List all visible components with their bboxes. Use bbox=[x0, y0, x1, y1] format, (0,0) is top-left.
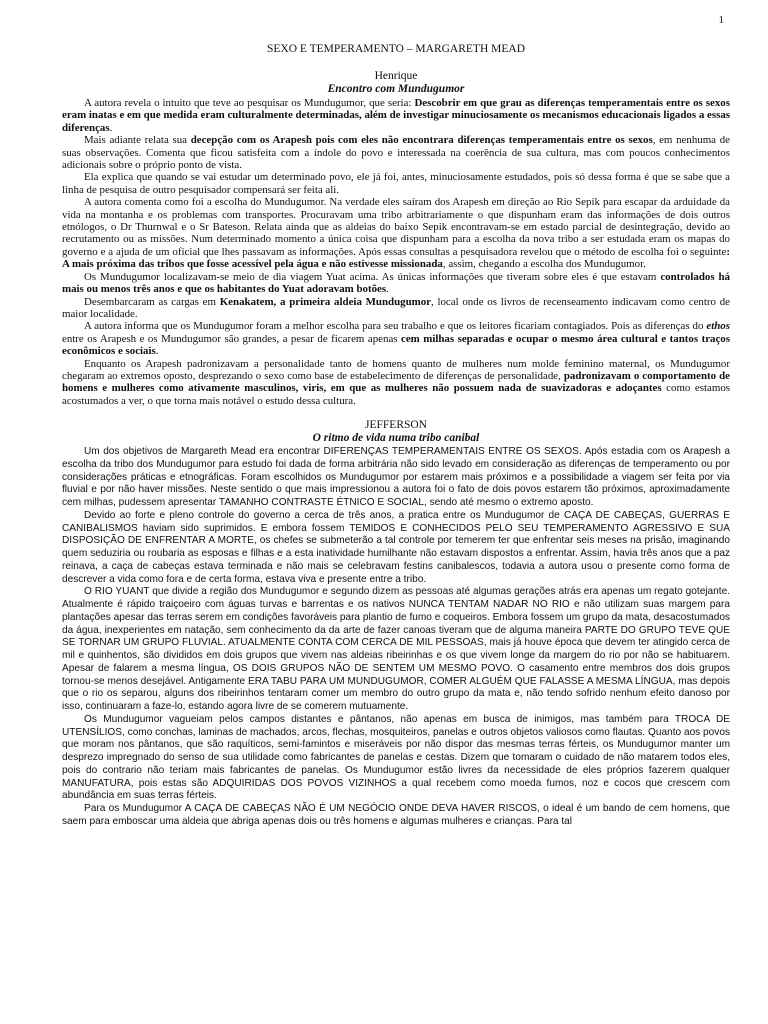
body-text: Devido ao forte e pleno controle do governo a cerca de três anos, a pratica entre os Mundugumor de CAÇA DE CABEÇAS, GUERRAS E CANIBALISMOS haviam sido suprimidos. E embora fossem TEMIDOS E CONHECIDOS PELO SEU TEMPERAMENTO AGRESSIVO E SUA DISPOSIÇÃO DE ENFRENTAR A MORTE, os chefes se submeterão a tal controle por temerem ter que enfrentar seis meses na prisão, imaginando quem seduziria ou roubaria as esposas e filhas e a esta inatividade humilhante não estavam dispostos a enfrentar. Assim, havia três anos que a paz reinava, a caça de cabeças estava terminada e não mais se celebravam festins canibalescos, todavia a autora usou o presente como forma de descrever a vida como fora e de certa forma, estava viva e presente entre a tribo. bbox=[62, 509, 730, 585]
paragraph bbox=[62, 196, 730, 270]
body-text: A autora informa que os Mundugumor foram a melhor escolha para seu trabalho e que os leitores ficariam contagiados. Pois as diferenças do bbox=[84, 320, 707, 333]
body-text: Os Mundugumor vagueiam pelos campos distantes e pântanos, não apenas em busca de inimigos, mas também para TROCA DE UTENSÍLIOS, como conchas, laminas de machados, arcos, flechas, mosquiteiros, panelas e outros objetos valiosos como flautas. Quanto aos povos que moram nos pântanos, que são raquíticos, semi-famintos e miseráveis por não dispor das mesmas terras férteis, os Mundugumor manter um desprezo impregnado do senso de sua utilidade como fabricantes de panelas e cestas. Dizem que tomaram o cuidado de não matarem todos eles, pois do contrario não teriam mais fabricantes de panelas. Os Mundugumor estão livres da necessidade de eles próprios fazerem qualquer MANUFATURA, pois estas são ADQUIRIDAS DOS POVOS VIZINHOS a qual recebem como moeda fumos, noz e cocos que crescem com abundância em suas terras férteis. bbox=[62, 713, 730, 802]
body-text: Um dos objetivos de Margareth Mead era encontrar DIFERENÇAS TEMPERAMENTAIS ENTRE OS SEXOS. Após estadia com os Arapesh a escolha da tribo dos Mundugumor para estudo foi dada de forma arbitrária não sido levado em consideração as diferenças de temperamento ou por considerações práticas e etnográficas. Foram escolhidos os Mundugumor por estarem mais próximos e a possibilidade a viagem ser feita por via fluvial e por não haver missões. Neste sentido o que mais impressionou a autora foi o fato de dois povos estarem tão próximos, aproximadamente cem milhas, pudessem apresentar TAMANHO CONTRASTE ÉTNICO E SOCIAL, sendo até mesmo o extremo aposto. bbox=[62, 446, 730, 509]
paragraph bbox=[62, 358, 730, 408]
paragraph bbox=[62, 171, 730, 196]
paragraph bbox=[62, 586, 730, 714]
emphasis-text: decepção com os Arapesh pois com eles não encontrara diferenças temperamentais entre os sexos bbox=[190, 134, 653, 147]
paragraph bbox=[62, 714, 730, 803]
body-text: , assim, chegando a escolha dos Mundugumor. bbox=[442, 258, 646, 271]
body-text: A autora comenta como foi a escolha do Mundugumor. Na verdade eles saíram dos Arapesh em direção ao Rio Sepik para escapar da arduidade da vida na montanha e os problemas com transportes. Procuravam uma tribo arbitrariamente o que dispunham eram das informações de dois outros etnólogos, o Dr Thurnwal e o Sr Bateson. Relata ainda que as aldeias do baixo Sepik encontravam-se em estado parcial de desintegração, devido ao recrutamento ou as missões. Num determinado momento a única coisa que dispunham para a escolha da nova tribo a ser estudada eram os mapas do governo e a ajuda de um oficial que lhes passavam as informações. Após essas consultas a pesquisadora revelou que o método de escolha foi o seguinte bbox=[62, 196, 730, 258]
emphasis-text: : A mais próxima das tribos que fosse acessível pela água e não estivesse missionada bbox=[62, 245, 730, 271]
paragraph bbox=[62, 446, 730, 510]
emphasis-text: padronizavam o comportamento de homens e mulheres como ativamente masculinos, viris, em que as mulheres não possuem nada de suavizadoras e adoçantes bbox=[62, 369, 730, 395]
section-subtitle: Encontro com Mundugumor bbox=[327, 83, 465, 95]
body-text: Mais adiante relata sua bbox=[84, 134, 191, 147]
emphasis-text: ethos bbox=[706, 320, 730, 333]
body-text: O RIO YUANT que divide a região dos Mundugumor e segundo dizem as pessoas até algumas gerações atrás era apenas um regato gotejante. Atualmente é rápido traiçoeiro com águas turvas e barrentas e os nativos NUNCA TENTAM NADAR NO RIO e não utilizam suas margem para plantações apesar das terras serem em condições favoráveis para plantio de fumo e coqueiros. Embora fossem um grupo da mata, desacostumados da água, inexperientes em natação, sem conhecimento da da arte de fazer canoas tiveram que de alguma maneira PARTE DO GRUPO TEVE QUE SE TORNAR UM GRUPO FLUVIAL. ATUALMENTE CONTA COM CERCA DE MIL PESSOAS, mais já houve época que devem ter atingido cerca de mil e quinhentos, são divididos em dois grupos que vivem nas aldeias ribeirinhas e os que vivem longe da margem do rio por não se habituarem. Apesar de falarem a mesma língua, OS DOIS GRUPOS NÃO DE SENTEM UM MESMO POVO. O casamento entre membros dos dois grupos tornou-se menos desejável. Antigamente ERA TABU PARA UM MUNDUGUMOR, COMER ALGUÉM QUE FALASSE A MESMA LÍNGUA, mas depois que o rio os separou, alguns dos ribeirinhos tentaram comer um membro do outro grupo da mata e, não tendo sofrido nenhum efeito danoso por isso, continuaram a faze-lo, estando agora livre de se comerem mutuamente. bbox=[62, 586, 730, 713]
body-text: . bbox=[155, 345, 159, 358]
body-text: . bbox=[386, 283, 389, 296]
section-author: JEFFERSON bbox=[365, 419, 427, 432]
body-text: Ela explica que quando se vai estudar um determinado povo, ele já foi, antes, minuciosamente estudados, pois só dessa forma é que se sabe que a linha de pesquisa de outro pesquisador compensará ser feita ali. bbox=[62, 171, 730, 196]
paragraph bbox=[62, 320, 730, 357]
body-text: Desembarcaram as cargas em bbox=[84, 295, 220, 308]
emphasis-text: Kenakatem, a primeira aldeia Mundugumor bbox=[219, 295, 431, 308]
section-author: Henrique bbox=[374, 70, 418, 82]
body-text: como estamos acostumados a ver, o que torna mais notável o estudo dessa cultura. bbox=[62, 382, 730, 407]
emphasis-text: controlados há mais ou menos três anos e que os habitantes do Yuat adoravam botões bbox=[62, 270, 730, 296]
body-text: , em nenhuma de suas observações. Comenta que ficou satisfeita com a índole do povo e interessada na coerência de sua cultura, mas com poucos conhecimentos adicionais sobre o próprio ponto de vista. bbox=[62, 134, 730, 172]
body-text: Os Mundugumor localizavam-se meio de dia viagem Yuat acima. As únicas informações que tiveram sobre eles é que estavam bbox=[84, 270, 661, 283]
body-text: , local onde os livros de recenseamento indicavam como centro de maior localidade. bbox=[62, 295, 730, 320]
body-text: entre os Arapesh e os Mundugumor são grandes, a pesar de ficarem apenas bbox=[62, 332, 402, 345]
document-body bbox=[62, 70, 730, 829]
document-title: SEXO E TEMPERAMENTO – MARGARETH MEAD bbox=[266, 43, 525, 55]
body-text: Enquanto os Arapesh padronizavam a personalidade tanto de homens quanto de mulheres num molde feminino maternal, os Mundugumor chegaram ao extremos oposto, desprezando o sexo como base de estabelecimento de diferenças de personalidade, bbox=[62, 357, 730, 382]
emphasis-text: cem milhas separadas e ocupar o mesmo área cultural e tantos traços econômicos e sociais bbox=[62, 332, 730, 358]
paragraph bbox=[62, 271, 730, 296]
paragraph bbox=[62, 296, 730, 321]
paragraph bbox=[62, 134, 730, 171]
body-text: . bbox=[109, 121, 113, 134]
emphasis-text: Descobrir em que grau as diferenças temperamentais entre os sexos eram inatas e em que medida eram culturalmente determinadas, além de investigar minuciosamente os mecanismos educacionais ligados a essas diferenças bbox=[62, 97, 730, 134]
paragraph bbox=[62, 97, 730, 134]
document-page bbox=[62, 14, 730, 1014]
section-gap bbox=[62, 407, 730, 419]
page-number: 1 bbox=[718, 14, 724, 26]
paragraph bbox=[62, 510, 730, 587]
body-text: A autora revela o intuito que teve ao pesquisar os Mundugumor, que seria: bbox=[84, 97, 415, 109]
body-text: Para os Mundugumor A CAÇA DE CABEÇAS NÃO É UM NEGÓCIO ONDE DEVA HAVER RISCOS, o ideal é um bando de cem homens, que saem para emboscar uma aldeia que abriga apenas dois ou três homens e algumas mulheres e crianças. Para tal bbox=[62, 803, 730, 827]
paragraph bbox=[62, 803, 730, 829]
section-subtitle: O ritmo de vida numa tribo canibal bbox=[312, 432, 480, 445]
